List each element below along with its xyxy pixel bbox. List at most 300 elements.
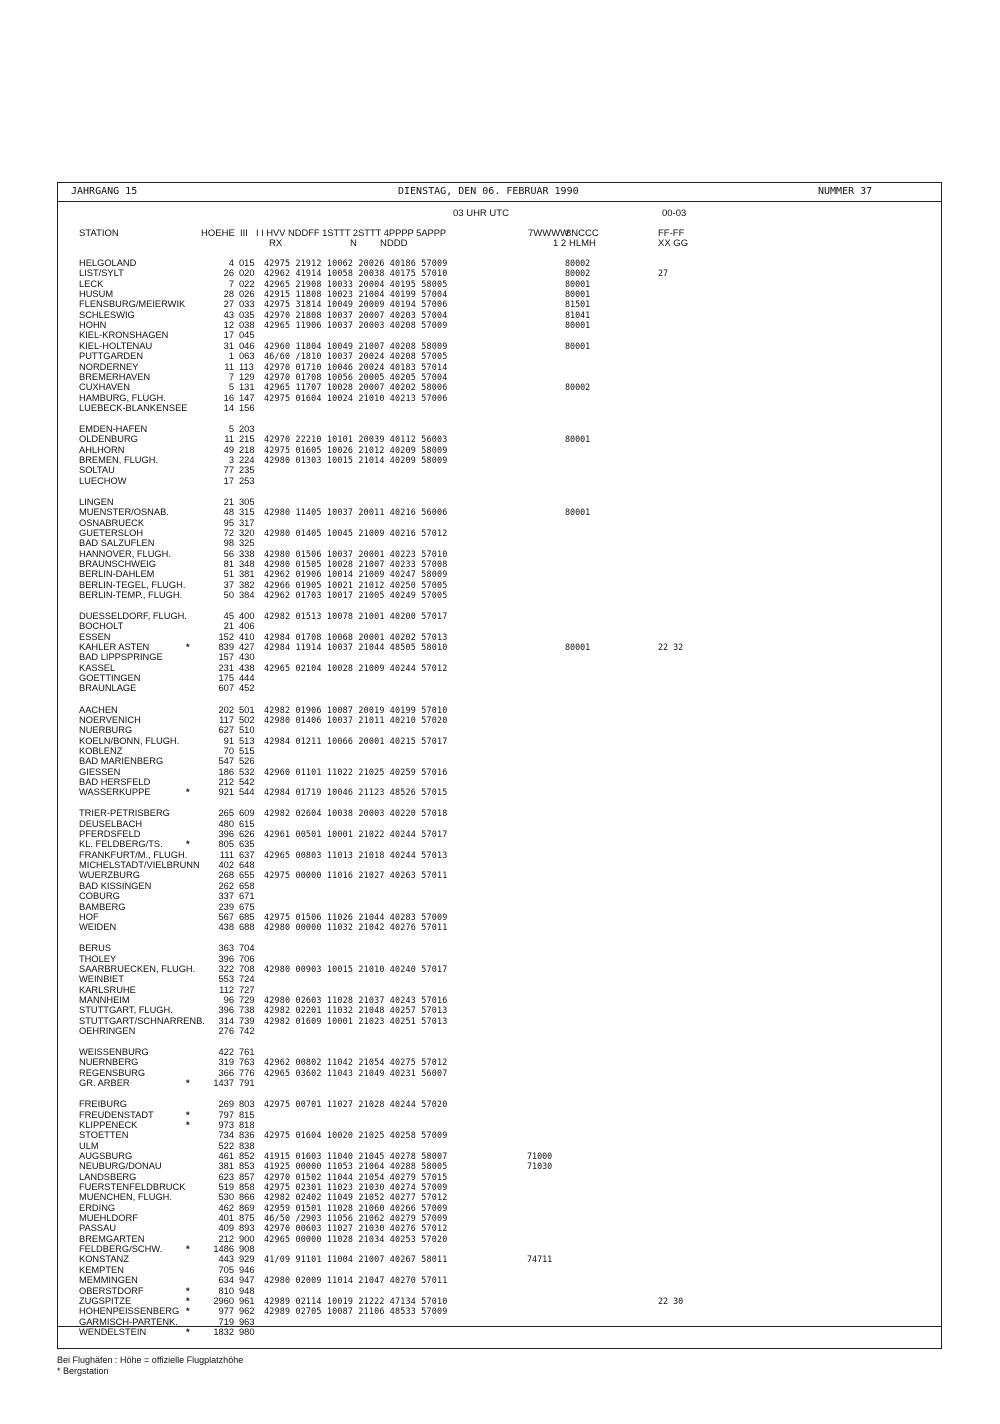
observation-groups: 42970 01710 10046 20024 40183 57014 <box>264 361 448 372</box>
table-row <box>58 1057 941 1067</box>
station-id: 320 <box>239 527 255 538</box>
station-height: 152 <box>218 631 234 642</box>
station-id: 648 <box>239 860 255 871</box>
station-name: BAD LIPPSPRINGE <box>79 652 163 663</box>
col-station: STATION <box>79 228 119 239</box>
table-row <box>58 465 941 475</box>
station-id: 035 <box>239 309 255 320</box>
station-id: 513 <box>239 735 255 746</box>
station-name: LIST/SYLT <box>79 268 124 279</box>
station-height: 734 <box>218 1130 234 1141</box>
station-height: 547 <box>218 756 234 767</box>
station-height: 17 <box>223 330 234 341</box>
station-name: BERLIN-TEMP., FLUGH. <box>79 589 183 600</box>
table-row <box>58 434 941 444</box>
station-height: 81 <box>223 558 234 569</box>
table-row <box>58 954 941 964</box>
station-name: BREMGARTEN <box>79 1233 145 1244</box>
table-row <box>58 1151 941 1161</box>
mountain-marker: * <box>186 1326 190 1337</box>
observation-groups: 42984 11914 10037 21044 48505 58010 <box>264 642 448 652</box>
observation-groups: 42989 02114 10019 21222 47134 57010 <box>264 1295 448 1306</box>
station-id: 156 <box>239 402 255 413</box>
station-name: CUXHAVEN <box>79 382 130 393</box>
station-name: KASSEL <box>79 662 116 673</box>
station-name: BERUS <box>79 943 112 954</box>
table-row <box>58 632 941 642</box>
table-row <box>58 299 941 309</box>
col-gust-2: XX GG <box>658 238 689 249</box>
station-height: 276 <box>218 1026 234 1036</box>
station-name: HELGOLAND <box>79 258 137 268</box>
station-id: 315 <box>239 507 255 518</box>
station-height: 381 <box>218 1161 234 1172</box>
observation-groups: 42980 02603 11028 21037 40243 57016 <box>264 995 448 1005</box>
station-name: NUERBURG <box>79 725 133 736</box>
station-id: 963 <box>239 1316 255 1327</box>
cloud-group: 80002 <box>565 268 591 279</box>
station-height: 567 <box>218 911 234 922</box>
observation-groups: 42970 21808 10037 20007 40203 57004 <box>264 309 448 320</box>
observation-groups: 42962 41914 10058 20038 40175 57010 <box>264 268 448 279</box>
station-height: 719 <box>218 1316 234 1327</box>
observation-groups: 42970 01708 10056 20005 40205 57004 <box>264 371 448 382</box>
station-height: 2960 <box>213 1295 234 1306</box>
station-id: 655 <box>239 870 255 881</box>
station-id: 609 <box>239 808 255 819</box>
table-row <box>58 1223 941 1233</box>
station-name: LUEBECK-BLANKENSEE <box>79 402 188 413</box>
observation-groups: 42965 02104 10028 21009 40244 57012 <box>264 662 448 673</box>
station-name: BAD SALZUFLEN <box>79 538 155 549</box>
station-id: 739 <box>239 1015 255 1026</box>
table-row <box>58 580 941 590</box>
observation-groups: 42965 00000 11028 21034 40253 57020 <box>264 1233 448 1244</box>
table-row <box>58 289 941 299</box>
station-id: 317 <box>239 517 255 528</box>
station-id: 908 <box>239 1244 255 1255</box>
table-row <box>58 1182 941 1192</box>
station-id: 615 <box>239 818 255 829</box>
observation-groups: 42980 01506 10037 20001 40223 57010 <box>264 548 448 559</box>
station-height: 117 <box>219 714 234 725</box>
station-height: 973 <box>218 1119 234 1130</box>
table-row <box>58 974 941 984</box>
station-height: 7 <box>228 371 234 382</box>
table-row <box>58 1141 941 1151</box>
station-name: BAMBERG <box>79 901 126 912</box>
station-name: PASSAU <box>79 1223 117 1234</box>
footnote-airports: Bei Flughäfen : Höhe = offizielle Flugplatzhöhe <box>57 1355 244 1365</box>
table-row <box>58 362 941 372</box>
station-height: 314 <box>218 1015 234 1026</box>
station-name: KIEL-HOLTENAU <box>79 340 153 351</box>
station-name: AUGSBURG <box>79 1150 133 1161</box>
station-name: WEISSENBURG <box>79 1047 149 1058</box>
table-row <box>58 279 941 289</box>
station-name: WEIDEN <box>79 922 117 933</box>
observation-groups: 42980 01406 10037 21011 40210 57020 <box>264 714 448 725</box>
observation-groups: 42915 11808 10023 21004 40199 57004 <box>264 289 448 299</box>
station-id: 838 <box>239 1140 255 1151</box>
station-name: THOLEY <box>79 953 117 964</box>
station-name: DUESSELDORF, FLUGH. <box>79 611 187 621</box>
table-row <box>58 1275 941 1285</box>
station-name: OEHRINGEN <box>79 1026 136 1036</box>
observation-groups: 41925 00000 11053 21064 40288 58005 <box>264 1161 448 1172</box>
station-height: 212 <box>218 1233 234 1244</box>
weather-group: 74711 <box>527 1254 553 1265</box>
station-id: 325 <box>239 538 255 549</box>
station-id: 947 <box>239 1275 255 1286</box>
station-height: 212 <box>218 776 234 787</box>
station-height: 805 <box>218 839 234 850</box>
station-id: 706 <box>239 953 255 964</box>
table-row <box>58 839 941 849</box>
table-row <box>58 569 941 579</box>
station-id: 852 <box>239 1150 255 1161</box>
station-name: KOBLENZ <box>79 745 123 756</box>
station-name: BRAUNSCHWEIG <box>79 558 156 569</box>
observation-groups: 42984 01719 10046 21123 48526 57015 <box>264 787 448 798</box>
table-row <box>58 528 941 538</box>
weather-group: 71030 <box>527 1161 553 1172</box>
col-cloud-2: HLMH <box>569 238 596 249</box>
station-id: 738 <box>239 1005 255 1016</box>
observation-groups: 46/50 /2903 11056 21062 40279 57009 <box>264 1213 448 1223</box>
observation-groups: 42982 01906 10087 20019 40199 57010 <box>264 704 448 715</box>
station-height: 112 <box>219 984 234 995</box>
station-height: 401 <box>218 1213 234 1223</box>
station-height: 422 <box>218 1047 234 1058</box>
observation-groups: 42975 00701 11027 21028 40244 57020 <box>264 1099 448 1110</box>
station-name: MUENSTER/OSNAB. <box>79 507 169 518</box>
station-id: 038 <box>239 320 255 331</box>
station-id: 948 <box>239 1285 255 1296</box>
col-gust: FF-FF <box>658 228 685 239</box>
table-row <box>58 1120 941 1130</box>
table-row <box>58 1254 941 1264</box>
station-id: 893 <box>239 1223 255 1234</box>
station-id: 400 <box>239 611 255 621</box>
gust-group: 22 32 <box>658 642 684 652</box>
col-obs-rx: RX <box>269 238 283 249</box>
station-id: 761 <box>239 1047 255 1058</box>
station-name: TRIER-PETRISBERG <box>79 808 170 819</box>
observation-groups: 42975 02301 11023 21030 40274 57009 <box>264 1182 448 1192</box>
station-id: 875 <box>239 1213 255 1223</box>
station-id: 869 <box>239 1202 255 1213</box>
cloud-group: 81041 <box>565 309 591 320</box>
station-name: KARLSRUHE <box>79 984 136 995</box>
station-height: 48 <box>223 507 234 518</box>
gust-group: 22 30 <box>658 1295 684 1306</box>
station-id: 929 <box>239 1254 255 1265</box>
cloud-group: 80001 <box>565 320 591 331</box>
observation-groups: 42982 02201 11032 21048 40257 57013 <box>264 1005 448 1016</box>
table-row <box>58 746 941 756</box>
cloud-group: 80001 <box>565 507 591 518</box>
station-id: 026 <box>239 289 255 299</box>
table-row <box>58 860 941 870</box>
station-name: PFERDSFELD <box>79 829 141 839</box>
station-height: 175 <box>218 673 234 684</box>
station-height: 627 <box>218 725 234 736</box>
station-name: WASSERKUPPE <box>79 787 151 798</box>
cloud-group: 80001 <box>565 340 591 351</box>
station-name: STUTTGART, FLUGH. <box>79 1005 173 1016</box>
observation-groups: 42962 01703 10017 21005 40249 57005 <box>264 589 448 600</box>
table-row <box>58 663 941 673</box>
station-name: KLIPPENECK <box>79 1119 138 1130</box>
station-name: KIEL-KRONSHAGEN <box>79 330 169 341</box>
table-row <box>58 777 941 787</box>
station-name: ESSEN <box>79 631 111 642</box>
table-row <box>58 642 941 652</box>
station-id: 803 <box>239 1099 255 1110</box>
station-name: MICHELSTADT/VIELBRUNN <box>79 860 200 871</box>
cloud-group: 80001 <box>565 278 591 289</box>
station-height: 51 <box>223 569 234 580</box>
station-height: 7 <box>228 278 234 289</box>
table-row <box>58 985 941 995</box>
station-id: 685 <box>239 911 255 922</box>
table-row <box>58 943 941 953</box>
table-row <box>58 455 941 465</box>
station-height: 28 <box>223 289 234 299</box>
station-name: BREMERHAVEN <box>79 371 151 382</box>
observation-groups: 42980 01505 10028 21007 40233 57008 <box>264 558 448 569</box>
station-name: SCHLESWIG <box>79 309 135 320</box>
station-id: 203 <box>239 423 255 434</box>
mountain-marker: * <box>186 1295 190 1306</box>
table-row <box>58 611 941 621</box>
station-id: 430 <box>239 652 255 663</box>
station-id: 836 <box>239 1130 255 1141</box>
station-name: HOHENPEISSENBERG <box>79 1306 180 1317</box>
station-height: 157 <box>218 652 234 663</box>
station-id: 063 <box>239 351 255 362</box>
station-id: 129 <box>239 371 255 382</box>
observation-groups: 42975 01605 10026 21012 40209 58009 <box>264 444 448 455</box>
station-height: 265 <box>218 808 234 819</box>
table-row <box>58 1078 941 1088</box>
station-id: 218 <box>239 444 255 455</box>
station-id: 818 <box>239 1119 255 1130</box>
station-height: 322 <box>218 963 234 974</box>
cloud-group: 80002 <box>565 382 591 393</box>
station-name: GOETTINGEN <box>79 673 141 684</box>
station-name: WEINBIET <box>79 974 124 985</box>
observation-groups: 42980 11405 10037 20011 40216 56006 <box>264 507 448 518</box>
table-row <box>58 1296 941 1306</box>
station-name: GARMISCH-PARTENK. <box>79 1316 178 1327</box>
station-id: 637 <box>239 849 255 860</box>
table-row <box>58 518 941 528</box>
table-row <box>58 403 941 413</box>
station-name: FREUDENSTADT <box>79 1109 154 1120</box>
table-row <box>58 756 941 766</box>
cloud-group: 80001 <box>565 289 591 299</box>
station-height: 70 <box>223 745 234 756</box>
station-name: SAARBRUECKEN, FLUGH. <box>79 963 196 974</box>
station-height: 402 <box>218 860 234 871</box>
table-row <box>58 881 941 891</box>
period-label: 00-03 <box>662 208 687 219</box>
station-name: HOF <box>79 911 99 922</box>
observation-groups: 42980 01303 10015 21014 40209 58009 <box>264 455 448 465</box>
station-height: 16 <box>223 392 234 403</box>
station-id: 338 <box>239 548 255 559</box>
station-id: 348 <box>239 558 255 569</box>
station-name: LANDSBERG <box>79 1171 137 1182</box>
station-height: 202 <box>218 704 234 715</box>
table-row <box>58 736 941 746</box>
year-label: JAHRGANG 15 <box>71 186 138 197</box>
gust-group: 27 <box>658 268 669 279</box>
observation-groups: 42975 01604 10020 21025 40258 57009 <box>264 1130 448 1141</box>
table-row <box>58 1172 941 1182</box>
cloud-group: 80002 <box>565 258 591 268</box>
table-row <box>58 268 941 278</box>
station-height: 623 <box>218 1171 234 1182</box>
station-height: 26 <box>223 268 234 279</box>
station-height: 262 <box>218 880 234 891</box>
station-id: 791 <box>239 1078 255 1089</box>
station-id: 022 <box>239 278 255 289</box>
station-name: NEUBURG/DONAU <box>79 1161 162 1172</box>
station-id: 858 <box>239 1182 255 1192</box>
table-row <box>58 705 941 715</box>
observation-groups: 42965 00803 11013 21018 40244 57013 <box>264 849 448 860</box>
table-row <box>58 476 941 486</box>
table-row <box>58 819 941 829</box>
station-id: 776 <box>239 1067 255 1078</box>
station-id: 305 <box>239 496 255 507</box>
station-height: 96 <box>223 995 234 1005</box>
station-id: 688 <box>239 922 255 933</box>
station-name: NUERNBERG <box>79 1057 139 1068</box>
station-height: 3 <box>228 455 234 465</box>
station-height: 231 <box>218 662 234 673</box>
footnote-mountain: * Bergstation <box>57 1366 109 1376</box>
observation-groups: 42975 01506 11026 21044 40283 57009 <box>264 911 448 922</box>
mountain-marker: * <box>186 1109 190 1120</box>
observation-groups: 42965 21908 10033 20004 40195 58005 <box>264 278 448 289</box>
mountain-marker: * <box>186 1119 190 1130</box>
table-row <box>58 1161 941 1171</box>
col-obs-n: N <box>350 238 357 249</box>
station-id: 635 <box>239 839 255 850</box>
mountain-marker: * <box>186 1078 190 1089</box>
station-id: 427 <box>239 642 255 652</box>
station-height: 462 <box>218 1202 234 1213</box>
station-height: 31 <box>223 340 234 351</box>
table-row <box>58 1047 941 1057</box>
observation-groups: 42982 01513 10078 21001 40200 57017 <box>264 611 448 621</box>
table-row <box>58 445 941 455</box>
time-label: 03 UHR UTC <box>453 208 509 219</box>
observation-groups: 42984 01708 10068 20001 40202 57013 <box>264 631 448 642</box>
station-name: MANNHEIM <box>79 995 130 1005</box>
station-height: 396 <box>218 829 234 839</box>
station-height: 1437 <box>213 1078 234 1089</box>
station-name: NORDERNEY <box>79 361 139 372</box>
station-height: 705 <box>218 1264 234 1275</box>
station-height: 438 <box>218 922 234 933</box>
observation-groups: 42975 31814 10049 20009 40194 57006 <box>264 299 448 310</box>
station-name: ERDING <box>79 1202 116 1213</box>
station-id: 131 <box>239 382 255 393</box>
station-id: 671 <box>239 891 255 902</box>
station-id: 147 <box>239 392 255 403</box>
observation-groups: 42982 01609 10001 21023 40251 57013 <box>264 1015 448 1026</box>
station-name: HUSUM <box>79 289 114 299</box>
station-name: BERLIN-DAHLEM <box>79 569 155 580</box>
station-height: 366 <box>218 1067 234 1078</box>
table-row <box>58 507 941 517</box>
station-name: PUTTGARDEN <box>79 351 144 362</box>
table-row <box>58 891 941 901</box>
cloud-group: 80001 <box>565 642 591 652</box>
station-name: KOELN/BONN, FLUGH. <box>79 735 180 746</box>
station-name: COBURG <box>79 891 120 902</box>
station-name: AHLHORN <box>79 444 125 455</box>
station-name: BERLIN-TEGEL, FLUGH. <box>79 579 186 590</box>
col-weather-2: 1 2 <box>553 238 567 249</box>
station-id: 020 <box>239 268 255 279</box>
weather-group: 71000 <box>527 1150 553 1161</box>
station-id: 510 <box>239 725 255 736</box>
col-weather: 7WWWW <box>528 228 570 239</box>
station-name: GIESSEN <box>79 766 121 777</box>
station-name: REGENSBURG <box>79 1067 146 1078</box>
station-height: 45 <box>223 611 234 621</box>
observation-groups: 42959 01501 11028 21060 40266 57009 <box>264 1202 448 1213</box>
station-height: 268 <box>218 870 234 881</box>
station-id: 866 <box>239 1192 255 1203</box>
table-row <box>58 683 941 693</box>
station-name: MUENCHEN, FLUGH. <box>79 1192 172 1203</box>
station-height: 461 <box>218 1150 234 1161</box>
station-height: 337 <box>218 891 234 902</box>
station-height: 11 <box>224 361 234 372</box>
station-name: BRAUNLAGE <box>79 683 137 694</box>
table-row <box>58 382 941 392</box>
col-iii: III <box>240 228 248 239</box>
date-label: DIENSTAG, DEN 06. FEBRUAR 1990 <box>398 186 579 197</box>
table-row <box>58 673 941 683</box>
station-height: 810 <box>218 1285 234 1296</box>
station-name: GR. ARBER <box>79 1078 130 1089</box>
station-height: 50 <box>223 589 234 600</box>
station-height: 396 <box>218 1005 234 1016</box>
station-height: 4 <box>228 258 234 268</box>
station-height: 17 <box>223 475 234 486</box>
station-id: 015 <box>239 258 255 268</box>
table-frame <box>57 182 942 1349</box>
station-name: KEMPTEN <box>79 1264 124 1275</box>
table-row <box>58 767 941 777</box>
station-height: 72 <box>223 527 234 538</box>
station-name: HANNOVER, FLUGH. <box>79 548 171 559</box>
station-id: 502 <box>239 714 255 725</box>
station-id: 452 <box>239 683 255 694</box>
station-id: 515 <box>239 745 255 756</box>
station-name: OLDENBURG <box>79 434 138 445</box>
station-name: BAD MARIENBERG <box>79 756 164 767</box>
station-name: LECK <box>79 278 104 289</box>
